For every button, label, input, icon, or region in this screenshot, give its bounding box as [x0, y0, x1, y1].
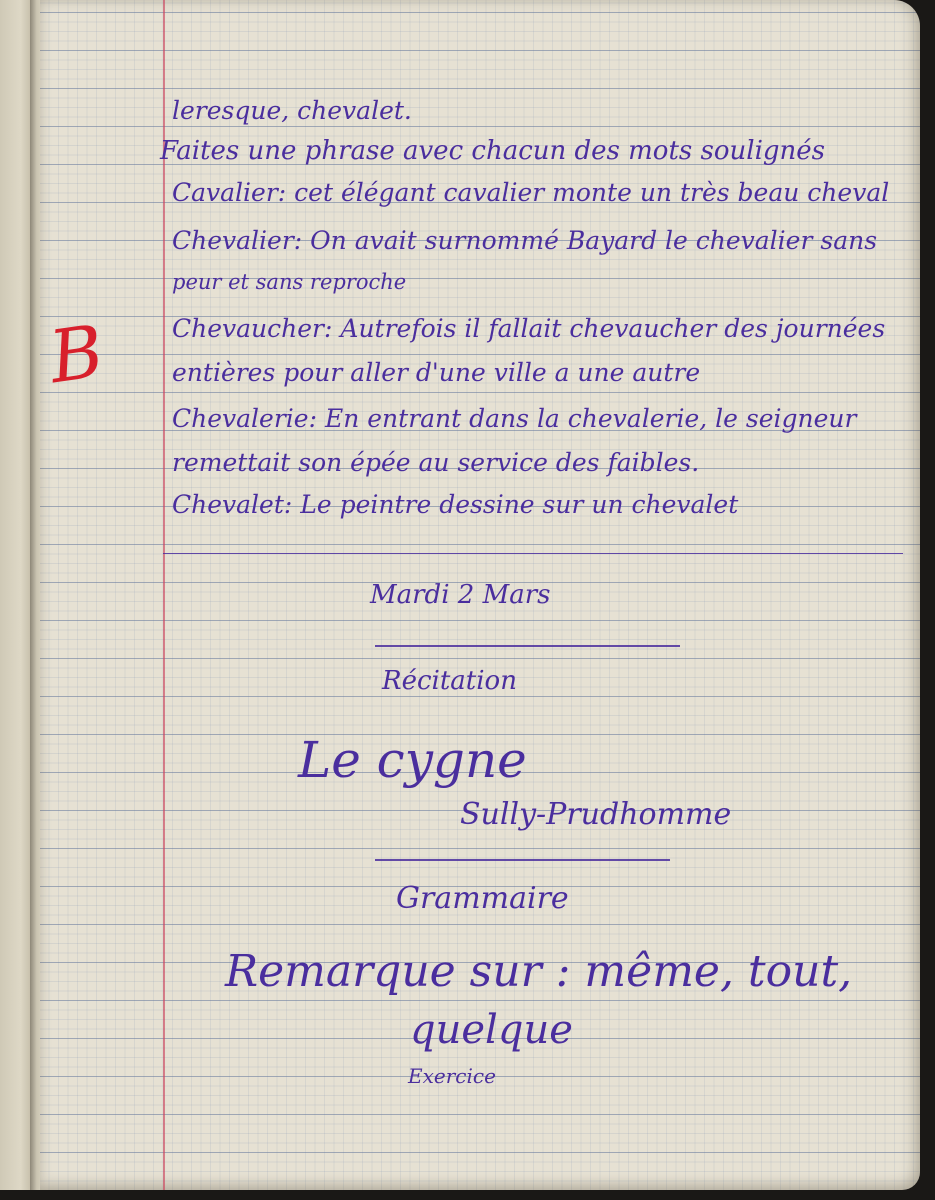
grammar-title-line-1: Remarque sur : même, tout,: [225, 946, 853, 997]
line-3-text: cet élégant cavalier monte un très beau cheval: [286, 178, 890, 207]
grammar-title-line-2: quelque: [410, 1007, 573, 1053]
exercise-label: Exercice: [408, 1064, 496, 1088]
section-separator: [163, 553, 903, 554]
page-bottom-edge: [0, 1190, 935, 1200]
line-6-word: Chevaucher:: [172, 314, 333, 343]
line-10-text: Le peintre dessine sur un chevalet: [292, 490, 739, 519]
lesson-date: Mardi 2 Mars: [370, 580, 551, 610]
line-2-text: Faites une phrase avec chacun des mots soulignés: [160, 136, 826, 166]
margin-line: [163, 0, 165, 1200]
text-line-10: [172, 492, 738, 517]
text-line-1: [172, 98, 412, 123]
text-line-5: [172, 272, 406, 293]
text-line-6: [172, 316, 885, 341]
line-4-word: Chevalier:: [172, 226, 303, 255]
line-10-word: Chevalet:: [172, 490, 293, 519]
line-6-text: Autrefois il fallait chevaucher des journées: [332, 314, 886, 343]
date-underline: [375, 645, 680, 647]
text-line-7: [172, 360, 700, 385]
text-line-9: [172, 450, 699, 475]
previous-page-edge: [0, 0, 34, 1200]
line-4-text: On avait surnommé Bayard le chevalier sans: [302, 226, 878, 255]
line-8-text: En entrant dans la chevalerie, le seigneur: [317, 404, 857, 433]
text-line-8: [172, 406, 856, 431]
line-8-word: Chevalerie:: [172, 404, 318, 433]
poem-title: Le cygne: [298, 731, 527, 789]
text-line-2: [160, 138, 825, 164]
grade-mark: B: [44, 308, 109, 400]
line-3-word: Cavalier:: [172, 178, 287, 207]
line-7-text: entières pour aller d'une ville a une autre: [172, 358, 701, 387]
line-5-text: peur et sans reproche: [172, 270, 407, 294]
text-line-3: [172, 180, 889, 205]
recitation-underline: [375, 859, 670, 861]
text-line-4: [172, 228, 877, 253]
poem-author: Sully-Prudhomme: [460, 797, 732, 832]
section-recitation: Récitation: [382, 666, 517, 696]
line-1-word: leresque, chevalet.: [172, 96, 412, 125]
section-grammar: Grammaire: [396, 881, 569, 916]
line-9-text: remettait son épée au service des faibles.: [172, 448, 700, 477]
